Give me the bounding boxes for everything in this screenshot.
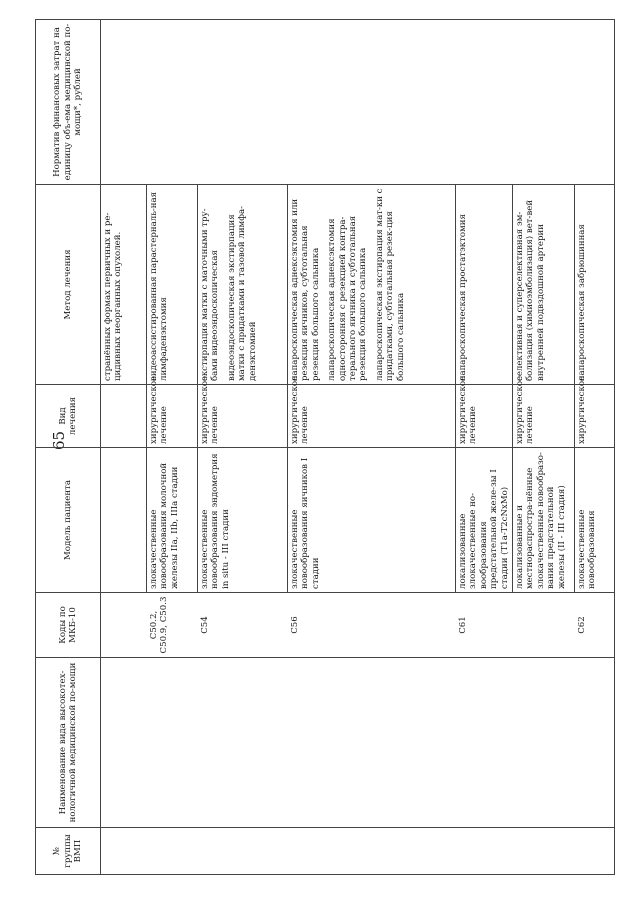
page-number: 65 — [50, 430, 68, 450]
treatment-method: видеоэндоскопическая экстирпация матки с придатками и тазовой лимфа-денэктомией — [226, 206, 258, 381]
patient-model: злокачественные новообразования яичников I стадии — [288, 448, 456, 593]
column-header: Метод лечения — [36, 185, 101, 385]
column-header: Норматив финансовых затрат на единицу объ-ема медицинской по-мощи*, рублей — [36, 20, 101, 185]
treatment-type: хирургическое лечение — [288, 385, 456, 448]
table-row — [101, 20, 147, 875]
treatment-type: хирургическое лечение — [198, 385, 288, 448]
treatment-method-cell — [288, 185, 456, 385]
treatment-method: лапароскопическая забрюшинная — [575, 185, 615, 385]
treatment-type: хирургическое — [575, 385, 615, 448]
column-header: № группы ВМП — [36, 828, 101, 875]
icd-codes: C56 — [288, 593, 456, 658]
treatment-type: хирургическое лечение — [456, 385, 513, 448]
treatment-method: лапароскопическая экстирпация мат-ки с придатками, субтотальная резек-ция большого сальника — [374, 188, 406, 381]
table-row — [147, 20, 198, 875]
column-header: Вид лечения — [36, 385, 101, 448]
icd-codes: C61 — [456, 593, 513, 658]
treatment-method-cell — [198, 185, 288, 385]
patient-model: злокачественные новообразования эндометрия in situ - III стадии — [198, 448, 288, 593]
icd-codes: C50.2, C50.9, C50.3 — [147, 593, 198, 658]
column-header: Модель пациента — [36, 448, 101, 593]
table-row — [513, 20, 575, 875]
treatment-method: лапароскопическая аднексэктомия или резекция яичников, субтотальная резекция большого сальника — [290, 198, 321, 381]
treatment-method: экстирпация матки с маточными тру-бами видеоэндоскопическая — [200, 208, 221, 381]
icd-codes: C62 — [575, 593, 615, 658]
column-header: Коды по МКБ-10 — [36, 593, 101, 658]
table-row — [456, 20, 513, 875]
table-row — [198, 20, 288, 875]
table-row — [288, 20, 456, 875]
column-header: Наименование вида высокотех-нологичной медицинской по-мощи — [36, 658, 101, 828]
table-row — [575, 20, 615, 875]
treatment-method: видеоассистированная парастерналь-ная лимфаденэктомия — [147, 185, 198, 385]
patient-model: локализованные злокачественные но-вообразования предстательной желе-зы I стадии (T1a-T2cNxMo) — [456, 448, 513, 593]
table-header-row — [36, 20, 101, 875]
treatment-method: селективная и суперселективная эм-болизация (химиоэмболизация) вет-вей внутренней подвздошной артерии — [513, 185, 575, 385]
treatment-type: хирургическое лечение — [513, 385, 575, 448]
vmp-table — [35, 19, 615, 875]
icd-codes — [513, 593, 575, 658]
treatment-type: хирургическое лечение — [147, 385, 198, 448]
treatment-method: лапароскопическая аднексэктомия односторонняя с резекцией контра-терального яичника и субтотальная резекция большого сальника — [327, 215, 369, 381]
patient-model: локализованные и местнораспростра-нённые злокачественные новообразо-вания предстательной железы (II - III стадия) — [513, 448, 575, 593]
patient-model: злокачественные новообразования — [575, 448, 615, 593]
treatment-method: лапароскопическая простатэктомия — [456, 185, 513, 385]
icd-codes: C54 — [198, 593, 288, 658]
patient-model: злокачественные новообразования молочной железы IIa, IIb, IIIa стадии — [147, 448, 198, 593]
continuation-text: странённых формах первичных и ре-цидивных неорганных опухолей. — [101, 185, 147, 385]
